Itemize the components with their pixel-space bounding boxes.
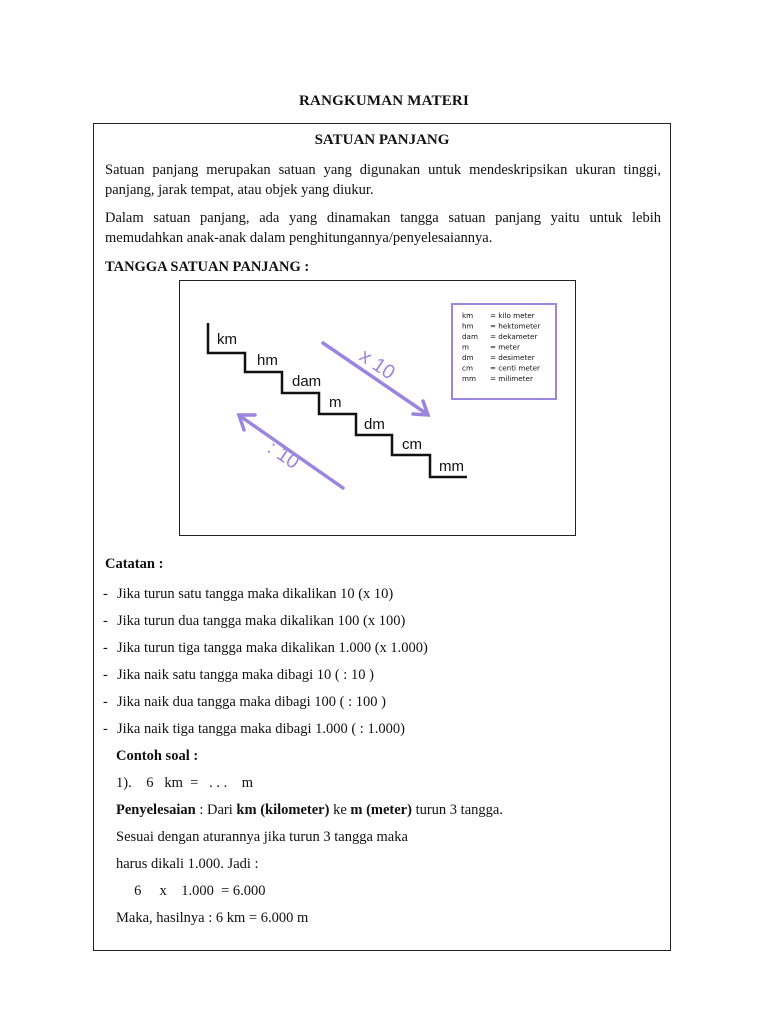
note-text: Jika naik dua tangga maka dibagi 100 ( : 100 ): [117, 694, 386, 710]
staircase-diagram: [180, 281, 575, 535]
tangga-figure: [179, 280, 576, 536]
calculation-line: 6 x 1.000 = 6.000: [116, 883, 266, 899]
note-text: Jika turun tiga tangga maka dikalikan 1.000 (x 1.000): [117, 640, 428, 656]
example-question: 1). 6 km = . . . m: [116, 775, 254, 791]
legend-abbr: m: [462, 342, 470, 352]
list-item: [103, 638, 428, 665]
page-title: RANGKUMAN MATERI: [299, 93, 469, 109]
list-dash: -: [103, 667, 108, 683]
solution-text: : Dari: [195, 802, 237, 818]
list-dash: -: [103, 586, 108, 602]
tangga-heading: TANGGA SATUAN PANJANG :: [105, 259, 310, 275]
step-label-dam: dam: [292, 373, 322, 390]
list-item: [103, 665, 428, 692]
legend-abbr: dm: [462, 353, 474, 362]
step-label-cm: cm: [402, 436, 422, 453]
list-dash: -: [103, 640, 108, 656]
solution-label: Penyelesaian: [116, 802, 196, 818]
step-label-dm: dm: [364, 416, 385, 433]
step-label-m: m: [329, 394, 342, 411]
divide-label: : 10: [263, 436, 304, 474]
solution-text: ke: [329, 802, 351, 818]
legend-abbr: mm: [462, 374, 477, 383]
step-label-mm: mm: [439, 458, 464, 475]
section-title: SATUAN PANJANG: [314, 132, 450, 148]
list-item: [103, 611, 428, 638]
summary-box: [93, 123, 671, 951]
legend-desc: = kilo meter: [490, 311, 535, 320]
legend-desc: = desimeter: [490, 353, 535, 362]
legend-abbr: km: [462, 311, 474, 320]
legend-abbr: hm: [462, 321, 474, 331]
list-item: [103, 584, 428, 611]
multiply-label: x 10: [355, 344, 399, 385]
solution-text: turun 3 tangga.: [411, 802, 503, 818]
multiply-line: harus dikali 1.000. Jadi :: [116, 856, 259, 872]
result-line: Maka, hasilnya : 6 km = 6.000 m: [116, 910, 309, 926]
rule-line: Sesuai dengan aturannya jika turun 3 tangga maka: [116, 829, 408, 845]
note-text: Jika naik satu tangga maka dibagi 10 ( : 10 ): [117, 667, 374, 683]
note-text: Jika naik tiga tangga maka dibagi 1.000 ( : 1.000): [117, 721, 405, 737]
list-item: [103, 692, 428, 719]
step-label-hm: hm: [257, 352, 278, 369]
solution-from: km (kilometer): [236, 802, 330, 818]
legend-desc: = hektometer: [490, 321, 541, 331]
paragraph-definition: Satuan panjang merupakan satuan yang digunakan untuk mendeskripsikan ukuran tinggi, panjang, jarak tempat, atau objek yang diukur.: [105, 162, 661, 198]
legend-abbr: dam: [462, 332, 478, 341]
legend-desc: = meter: [490, 342, 520, 352]
step-label-km: km: [217, 331, 237, 348]
legend-desc: = milimeter: [490, 374, 533, 383]
legend-abbr: cm: [462, 363, 473, 373]
solution-line: [116, 800, 503, 820]
solution-to: m (meter): [350, 802, 412, 818]
list-item: [103, 719, 428, 746]
legend-desc: = centi meter: [490, 363, 540, 373]
list-dash: -: [103, 721, 108, 737]
paragraph-tangga: Dalam satuan panjang, ada yang dinamakan tangga satuan panjang yaitu untuk lebih memudahkan anak-anak dalam penghitungannya/penyelesaiannya.: [105, 210, 661, 246]
example-heading: Contoh soal :: [116, 748, 199, 764]
list-dash: -: [103, 694, 108, 710]
legend-desc: = dekameter: [490, 332, 538, 341]
note-text: Jika turun satu tangga maka dikalikan 10 (x 10): [117, 586, 394, 602]
notes-heading: Catatan :: [105, 556, 164, 572]
notes-list: [103, 584, 428, 746]
list-dash: -: [103, 613, 108, 629]
note-text: Jika turun dua tangga maka dikalikan 100 (x 100): [117, 613, 406, 629]
